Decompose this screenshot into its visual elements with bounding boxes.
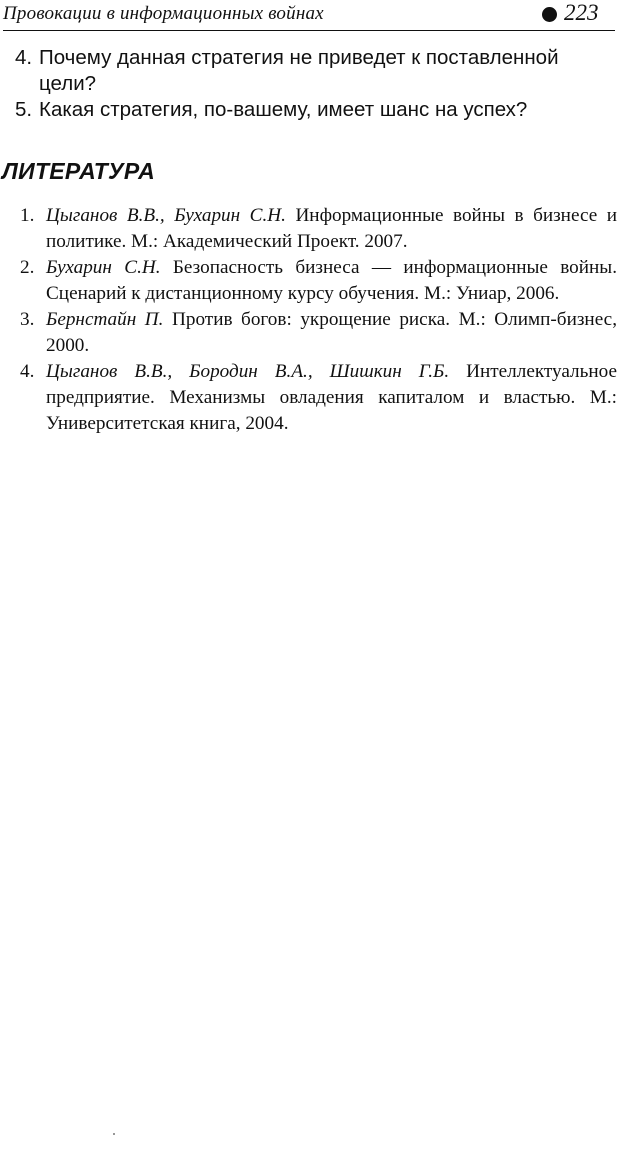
running-header	[3, 0, 615, 31]
reference-item	[20, 203, 617, 255]
reference-text: Интеллектуальное предприятие. Механизмы овладения капиталом и властью. М.: Университетская книга, 2004.	[46, 361, 617, 434]
reference-text: Информационные войны в бизнесе и политике. М.: Академический Проект. 2007.	[46, 205, 617, 252]
reference-authors: Цыганов В.В., Бухарин С.Н.	[46, 205, 286, 226]
reference-text: Безопасность бизнеса — информационные войны. Сценарий к дистанционному курсу обучения. М.: Униар, 2006.	[46, 257, 617, 304]
reference-number: 4.	[20, 361, 35, 382]
scan-speck	[113, 1133, 115, 1135]
question-text: Почему данная стратегия не приведет к поставленной цели?	[39, 46, 559, 95]
question-list	[15, 45, 617, 123]
question-number: 4.	[15, 46, 33, 69]
question-item	[15, 45, 617, 97]
question-item	[15, 97, 617, 123]
reference-authors: Бернстайн П.	[46, 309, 164, 330]
section-title-literature: ЛИТЕРАТУРА	[2, 158, 156, 184]
reference-item	[20, 255, 617, 307]
header-title: Провокации в информационных войнах	[3, 3, 324, 24]
reference-number: 1.	[20, 205, 35, 226]
reference-authors: Бухарин С.Н.	[46, 257, 161, 278]
reference-item	[20, 307, 617, 359]
question-number: 5.	[15, 98, 33, 121]
reference-number: 2.	[20, 257, 35, 278]
reference-item	[20, 359, 617, 437]
header-bullet-icon	[542, 7, 557, 22]
reference-text: Против богов: укрощение риска. М.: Олимп-бизнес, 2000.	[46, 309, 617, 356]
reference-number: 3.	[20, 309, 35, 330]
reference-authors: Цыганов В.В., Бородин В.А., Шишкин Г.Б.	[46, 361, 450, 382]
question-text: Какая стратегия, по-вашему, имеет шанс на успех?	[39, 98, 528, 121]
reference-list	[20, 203, 617, 437]
page-number: 223	[564, 0, 599, 25]
